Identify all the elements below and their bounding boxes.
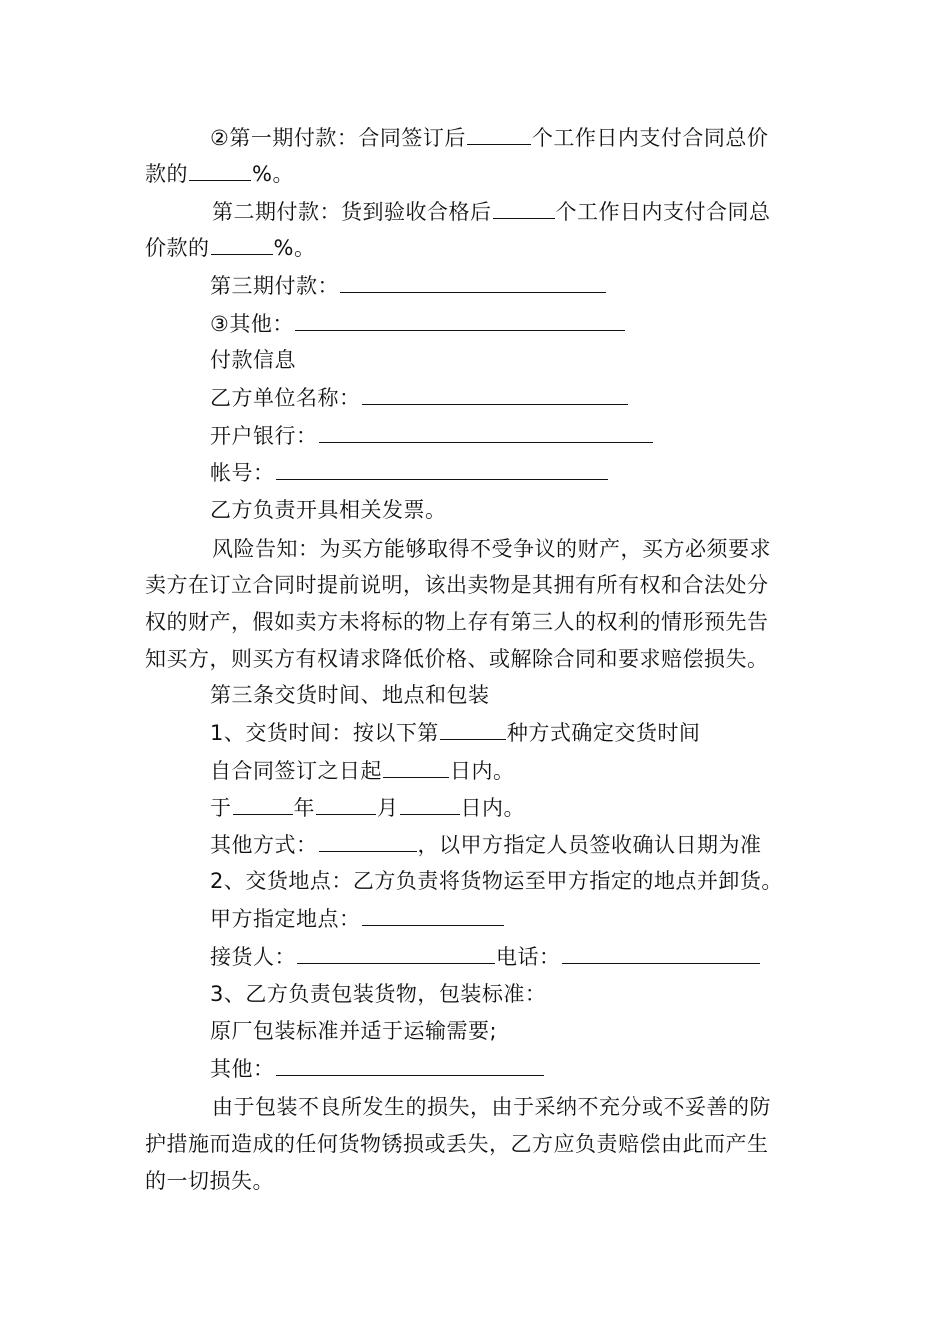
article-three-heading: 第三条交货时间、地点和包装	[210, 683, 490, 707]
packaging-line: 3、乙方负责包装货物，包装标准：	[210, 982, 547, 1006]
delivery-days-text: 日内。	[450, 759, 515, 783]
date-prefix: 于	[210, 796, 232, 820]
second-payment-percent: %。	[273, 236, 316, 260]
year-label: 年	[293, 796, 315, 820]
packaging-standard-line: 原厂包装标准并适于运输需要;	[210, 1019, 498, 1043]
invoice-note: 乙方负责开具相关发票。	[210, 498, 447, 522]
blank-field	[400, 792, 460, 815]
delivery-days-line	[210, 755, 515, 786]
payment-info-heading: 付款信息	[210, 348, 296, 372]
first-payment-text-2: 款的	[145, 162, 188, 186]
designated-place-line	[210, 903, 505, 934]
second-payment-line-2	[145, 232, 315, 263]
risk-notice-line-1: 风险告知：为买方能够取得不受争议的财产，买方必须要求	[212, 537, 771, 561]
packaging-other-label: 其他：	[210, 1057, 275, 1081]
blank-field	[362, 903, 504, 926]
delivery-place-line: 2、交货地点：乙方负责将货物运至甲方指定的地点并卸货。	[210, 869, 783, 893]
blank-field	[467, 122, 531, 145]
blank-field	[276, 1053, 544, 1076]
blank-field	[233, 792, 293, 815]
delivery-time-text: 种方式确定交货时间	[506, 721, 701, 745]
receiver-line	[210, 941, 761, 972]
first-payment-line	[210, 122, 768, 153]
bank-label: 开户银行：	[210, 424, 318, 448]
delivery-date-line	[210, 792, 525, 823]
receiver-label: 接货人：	[210, 945, 296, 969]
blank-field	[383, 755, 449, 778]
delivery-time-line	[210, 717, 700, 748]
second-payment-line	[212, 196, 771, 227]
third-payment-line	[210, 270, 607, 301]
delivery-days-label: 自合同签订之日起	[210, 759, 382, 783]
other-method-line	[210, 829, 762, 860]
blank-field	[493, 196, 555, 219]
other-label: ③其他：	[210, 312, 294, 336]
other-line	[210, 308, 626, 339]
blank-field	[297, 941, 495, 964]
party-b-name-label: 乙方单位名称：	[210, 386, 361, 410]
other-method-label: 其他方式：	[210, 833, 318, 857]
blank-field	[362, 382, 628, 405]
first-payment-text: 个工作日内支付合同总价	[531, 126, 769, 150]
second-payment-text: 个工作日内支付合同总	[555, 200, 771, 224]
blank-field	[295, 308, 625, 331]
blank-field	[316, 792, 376, 815]
month-label: 月	[377, 796, 399, 820]
account-line	[210, 457, 609, 488]
bank-line	[210, 420, 654, 451]
phone-label: 电话：	[496, 945, 561, 969]
liability-line-1: 由于包装不良所发生的损失，由于采纳不充分或不妥善的防	[212, 1095, 771, 1119]
third-payment-label: 第三期付款：	[210, 274, 339, 298]
blank-field	[211, 232, 273, 255]
blank-field	[319, 829, 417, 852]
designated-place-label: 甲方指定地点：	[210, 907, 361, 931]
first-payment-percent: %。	[252, 162, 294, 186]
first-payment-line-2	[145, 158, 294, 189]
blank-field	[319, 420, 653, 443]
liability-line-2: 护措施而造成的任何货物锈损或丢失，乙方应负责赔偿由此而产生	[145, 1132, 769, 1156]
blank-field	[562, 941, 760, 964]
blank-field	[189, 158, 251, 181]
first-payment-label: ②第一期付款：合同签订后	[210, 126, 466, 150]
blank-field	[340, 270, 606, 293]
blank-field	[440, 717, 506, 740]
packaging-other-line	[210, 1053, 545, 1084]
liability-line-3: 的一切损失。	[145, 1169, 274, 1193]
delivery-time-label: 1、交货时间：按以下第	[210, 721, 439, 745]
second-payment-label: 第二期付款：货到验收合格后	[212, 200, 492, 224]
second-payment-text-2: 价款的	[145, 236, 210, 260]
account-label: 帐号：	[210, 461, 275, 485]
party-b-name-line	[210, 382, 629, 413]
other-method-text: ，以甲方指定人员签收确认日期为准	[417, 833, 762, 857]
risk-notice-line-2: 卖方在订立合同时提前说明，该出卖物是其拥有所有权和合法处分	[145, 573, 769, 597]
blank-field	[276, 457, 608, 480]
day-label: 日内。	[460, 796, 525, 820]
risk-notice-line-4: 知买方，则买方有权请求降低价格、或解除合同和要求赔偿损失。	[145, 647, 769, 671]
risk-notice-line-3: 权的财产，假如卖方未将标的物上存有第三人的权利的情形预先告	[145, 610, 769, 634]
